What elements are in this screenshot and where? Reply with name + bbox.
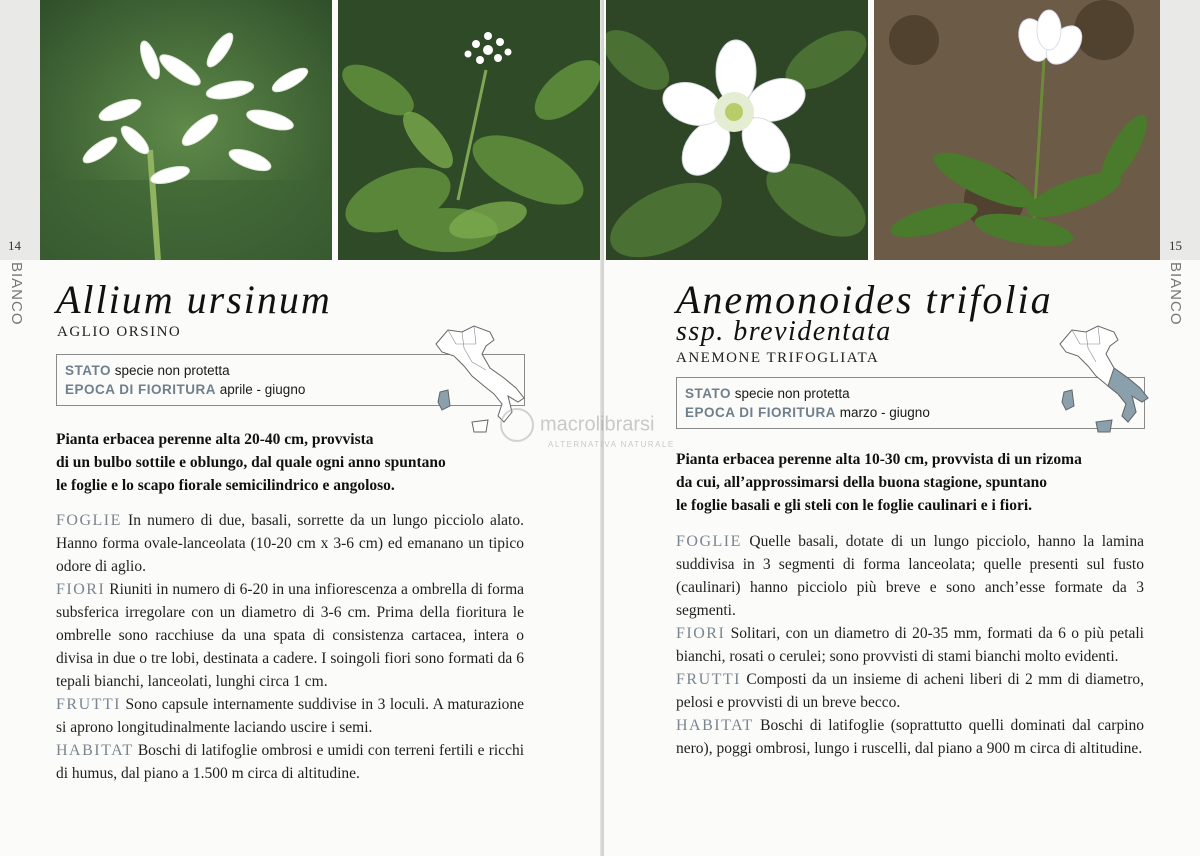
- section-text: Composti da un insieme di acheni liberi di 2 mm di diametro, pelosi e provvisti di un breve becco.: [676, 671, 1144, 711]
- color-section-tab: BIANCO: [8, 262, 25, 326]
- watermark: [500, 408, 675, 449]
- intro-line: di un bulbo sottile e oblungo, dal quale ogni anno spuntano: [56, 454, 446, 471]
- flowers-paragraph: [676, 622, 1144, 668]
- anemone-plant-photo: [874, 0, 1160, 260]
- flowering-label: EPOCA DI FIORITURA: [685, 405, 837, 420]
- section-text: In numero di due, basali, sorrette da un lungo picciolo alato. Hanno forma ovale-lanceolata (10-20 cm x 3-6 cm) ed emanano un tipico odore di aglio.: [56, 512, 524, 575]
- fruits-paragraph: [676, 668, 1144, 714]
- section-text: Boschi di latifoglie (soprattutto quelli dominati dal carpino nero), poggi ombrosi, lungo i ruscelli, dal piano a 900 m circa di altitudine.: [676, 717, 1144, 757]
- section-label: FIORI: [56, 581, 106, 598]
- leaf-logo-icon: [500, 408, 534, 442]
- watermark-tagline: ALTERNATIVA NATURALE: [548, 440, 675, 449]
- intro-line: da cui, all’approssimarsi della buona stagione, spuntano: [676, 474, 1047, 491]
- intro-line: le foglie e lo scapo fiorale semicilindrico e angoloso.: [56, 477, 395, 494]
- status-value: specie non protetta: [114, 363, 230, 378]
- description-body: [56, 509, 524, 785]
- status-label: STATO: [685, 386, 731, 401]
- section-text: Solitari, con un diametro di 20-35 mm, formati da 6 o più petali bianchi, rosati o cerulei; sono provvisti di stami bianchi molto evidenti.: [676, 625, 1144, 665]
- section-label: FRUTTI: [56, 696, 121, 713]
- status-label: STATO: [65, 363, 111, 378]
- color-section-tab: BIANCO: [1167, 262, 1184, 326]
- intro-line: le foglie basali e gli steli con le foglie caulinari e i fiori.: [676, 497, 1033, 514]
- intro-line: Pianta erbacea perenne alta 10-30 cm, provvista di un rizoma: [676, 451, 1082, 468]
- flowering-value: marzo - giugno: [839, 405, 930, 420]
- allium-plant-photo: [338, 0, 602, 260]
- status-value: specie non protetta: [734, 386, 850, 401]
- subspecies-title: ssp. brevidentata: [676, 316, 892, 347]
- habitat-paragraph: [56, 739, 524, 785]
- habitat-paragraph: [676, 714, 1144, 760]
- page-margin-strip: [0, 0, 40, 260]
- description-body: [676, 530, 1144, 760]
- intro-text: [676, 448, 1146, 517]
- section-label: HABITAT: [56, 742, 134, 759]
- section-text: Boschi di latifoglie ombrosi e umidi con terreni fertili e ricchi di humus, dal piano a 1.500 m circa di altitudine.: [56, 742, 524, 782]
- leaves-paragraph: [676, 530, 1144, 622]
- intro-line: Pianta erbacea perenne alta 20-40 cm, provvista: [56, 431, 374, 448]
- flowering-value: aprile - giugno: [219, 382, 306, 397]
- right-page: [604, 0, 1200, 856]
- section-label: FRUTTI: [676, 671, 741, 688]
- flowers-paragraph: [56, 578, 524, 693]
- species-title: Allium ursinum: [56, 277, 332, 322]
- common-name: ANEMONE TRIFOGLIATA: [676, 350, 880, 366]
- section-label: FOGLIE: [56, 512, 122, 529]
- page-margin-strip: [1160, 0, 1200, 260]
- section-text: Sono capsule internamente suddivise in 3 loculi. A maturazione si aprono longitudinalmente laciando uscire i semi.: [56, 696, 525, 736]
- section-label: FIORI: [676, 625, 726, 642]
- page-number: 14: [8, 238, 21, 253]
- anemone-flower-photo: [606, 0, 868, 260]
- italy-distribution-map: [1052, 322, 1152, 434]
- section-text: Quelle basali, dotate di un lungo picciolo, hanno la lamina suddivisa in 3 segmenti di forma lanceolata; quelle presenti sul fusto (caulinari) hanno picciolo più breve e sono anch’esse formate da 3 segmenti.: [676, 533, 1144, 619]
- flowering-label: EPOCA DI FIORITURA: [65, 382, 217, 397]
- allium-flower-photo: [40, 0, 332, 260]
- common-name: AGLIO ORSINO: [57, 324, 182, 340]
- intro-text: [56, 428, 506, 497]
- watermark-brand: macrolibrarsi: [540, 413, 655, 436]
- leaves-paragraph: [56, 509, 524, 578]
- page-number: 15: [1169, 238, 1182, 253]
- section-text: Riuniti in numero di 6-20 in una infiorescenza a ombrella di forma subsferica irregolare con un diametro di 3-6 cm. Prima della fioritura le ombrelle sono racchiuse da una spata di consistenza cartacea, intera o divisa in due o tre lobi, destinata a cadere. I soingoli fiori sono formati da 6 tepali bianchi, lanceolati, lunghi circa 1 cm.: [56, 581, 525, 690]
- section-label: FOGLIE: [676, 533, 742, 550]
- species-title: Anemonoides trifolia: [676, 277, 1053, 322]
- fruits-paragraph: [56, 693, 524, 739]
- section-label: HABITAT: [676, 717, 754, 734]
